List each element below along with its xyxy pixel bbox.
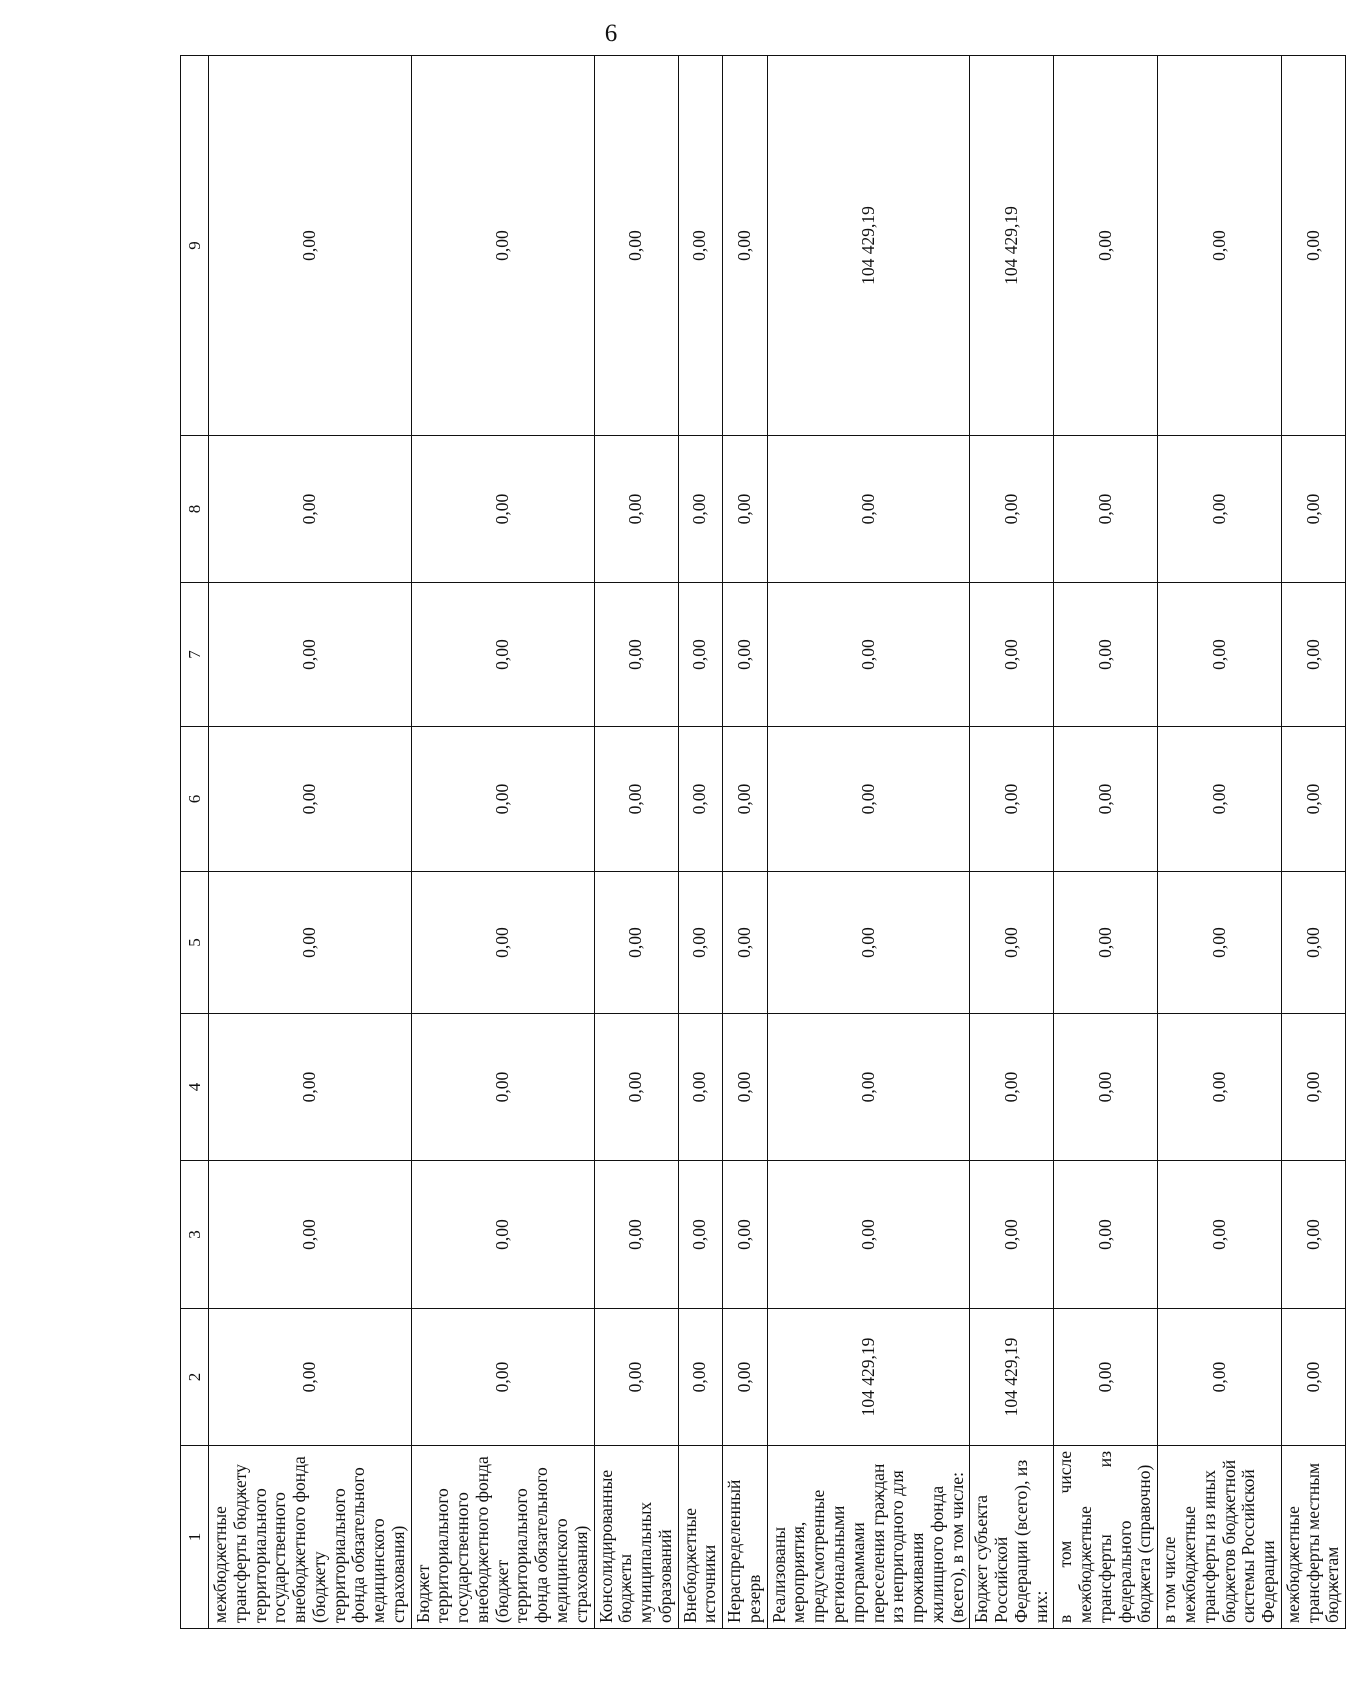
row-label: Консолидированные бюджеты муниципальных образований (594, 1446, 678, 1629)
cell-value: 0,00 (594, 1161, 678, 1309)
cell-value: 0,00 (1158, 1014, 1282, 1161)
cell-value: 0,00 (1054, 1309, 1158, 1446)
row-label: межбюджетные трансферты местным бюджетам (1281, 1446, 1345, 1629)
cell-value: 0,00 (411, 872, 594, 1014)
cell-value: 0,00 (970, 1161, 1054, 1309)
cell-value: 0,00 (594, 436, 678, 583)
table-row (1281, 56, 1345, 1629)
cell-value: 104 429,19 (970, 1309, 1054, 1446)
cell-value: 0,00 (594, 56, 678, 436)
cell-value: 0,00 (411, 727, 594, 872)
cell-value: 0,00 (1054, 436, 1158, 583)
cell-value: 0,00 (209, 1161, 412, 1309)
cell-value: 0,00 (1054, 872, 1158, 1014)
cell-value: 0,00 (411, 1161, 594, 1309)
column-header-4: 4 (181, 1014, 209, 1161)
cell-value: 0,00 (411, 583, 594, 727)
table-row (594, 56, 678, 1629)
cell-value: 0,00 (723, 56, 768, 436)
cell-value: 0,00 (970, 436, 1054, 583)
cell-value: 0,00 (1281, 583, 1345, 727)
column-header-1: 1 (181, 1446, 209, 1629)
cell-value: 0,00 (723, 1161, 768, 1309)
cell-value: 0,00 (970, 727, 1054, 872)
cell-value: 0,00 (594, 1309, 678, 1446)
cell-value: 0,00 (411, 56, 594, 436)
cell-value: 0,00 (678, 583, 723, 727)
row-label: Внебюджетные источники (678, 1446, 723, 1629)
table-row (1158, 56, 1282, 1629)
table-row (723, 56, 768, 1629)
cell-value: 0,00 (1281, 727, 1345, 872)
cell-value: 0,00 (767, 583, 970, 727)
row-label: в том числе межбюджетные трансферты из иных бюджетов бюджетной системы Российской Федерации (1158, 1446, 1282, 1629)
column-header-6: 6 (181, 727, 209, 872)
cell-value: 0,00 (209, 436, 412, 583)
cell-value: 0,00 (594, 1014, 678, 1161)
cell-value: 0,00 (970, 872, 1054, 1014)
cell-value: 0,00 (209, 727, 412, 872)
column-header-7: 7 (181, 583, 209, 727)
cell-value: 0,00 (209, 872, 412, 1014)
cell-value: 0,00 (970, 1014, 1054, 1161)
cell-value: 0,00 (1054, 1014, 1158, 1161)
column-header-2: 2 (181, 1309, 209, 1446)
header-row (181, 56, 209, 1629)
cell-value: 0,00 (411, 436, 594, 583)
cell-value: 104 429,19 (767, 1309, 970, 1446)
table-row (678, 56, 723, 1629)
table-row (209, 56, 412, 1629)
cell-value: 0,00 (1054, 727, 1158, 872)
cell-value: 0,00 (209, 583, 412, 727)
cell-value: 0,00 (209, 1014, 412, 1161)
cell-value: 0,00 (1281, 436, 1345, 583)
cell-value: 0,00 (594, 583, 678, 727)
cell-value: 0,00 (723, 436, 768, 583)
row-label: Бюджет территориального государственного внебюджетного фонда (бюджет территориального фонда обязательного медицинского страхования) (411, 1446, 594, 1629)
cell-value: 104 429,19 (970, 56, 1054, 436)
column-header-8: 8 (181, 436, 209, 583)
cell-value: 0,00 (678, 1161, 723, 1309)
cell-value: 0,00 (411, 1309, 594, 1446)
table-row (411, 56, 594, 1629)
cell-value: 0,00 (1281, 1014, 1345, 1161)
cell-value: 0,00 (1158, 436, 1282, 583)
cell-value: 0,00 (1158, 727, 1282, 872)
cell-value: 0,00 (594, 727, 678, 872)
column-header-3: 3 (181, 1161, 209, 1309)
column-header-9: 9 (181, 56, 209, 436)
row-label: Бюджет субъекта Российской Федерации (всего), из них: (970, 1446, 1054, 1629)
cell-value: 0,00 (767, 1014, 970, 1161)
cell-value: 0,00 (1281, 1309, 1345, 1446)
cell-value: 0,00 (1158, 872, 1282, 1014)
row-label: Реализованы мероприятия, предусмотренные региональными программами переселения граждан из непригодного для проживания жилищного фонда (всего), в том числе: (767, 1446, 970, 1629)
cell-value: 0,00 (1158, 56, 1282, 436)
budget-table-rotated (180, 56, 1343, 1629)
cell-value: 0,00 (767, 436, 970, 583)
table-row (970, 56, 1054, 1629)
cell-value: 0,00 (723, 1309, 768, 1446)
cell-value: 0,00 (723, 727, 768, 872)
cell-value: 0,00 (678, 56, 723, 436)
row-label: межбюджетные трансферты бюджету территориального государственного внебюджетного фонда (бюджету территориального фонда обязательного медицинского страхования) (209, 1446, 412, 1629)
cell-value: 0,00 (678, 1014, 723, 1161)
table-row (767, 56, 970, 1629)
cell-value: 0,00 (209, 56, 412, 436)
cell-value: 0,00 (209, 1309, 412, 1446)
cell-value: 0,00 (970, 583, 1054, 727)
row-label: в том числе межбюджетные трансферты из федерального бюджета (справочно) (1054, 1446, 1158, 1629)
cell-value: 0,00 (723, 872, 768, 1014)
cell-value: 0,00 (1054, 1161, 1158, 1309)
cell-value: 0,00 (1158, 1161, 1282, 1309)
cell-value: 0,00 (1281, 1161, 1345, 1309)
table-row (1054, 56, 1158, 1629)
cell-value: 0,00 (767, 727, 970, 872)
cell-value: 0,00 (723, 1014, 768, 1161)
page-number: 6 (604, 20, 618, 47)
cell-value: 0,00 (678, 727, 723, 872)
cell-value: 0,00 (1158, 583, 1282, 727)
cell-value: 0,00 (767, 872, 970, 1014)
cell-value: 0,00 (678, 436, 723, 583)
cell-value: 0,00 (594, 872, 678, 1014)
column-header-5: 5 (181, 872, 209, 1014)
cell-value: 0,00 (1158, 1309, 1282, 1446)
cell-value: 0,00 (1054, 583, 1158, 727)
cell-value: 0,00 (767, 1161, 970, 1309)
cell-value: 0,00 (723, 583, 768, 727)
cell-value: 104 429,19 (767, 56, 970, 436)
cell-value: 0,00 (1281, 56, 1345, 436)
cell-value: 0,00 (678, 872, 723, 1014)
budget-table (180, 55, 1346, 1629)
cell-value: 0,00 (1281, 872, 1345, 1014)
row-label: Нераспределенный резерв (723, 1446, 768, 1629)
cell-value: 0,00 (411, 1014, 594, 1161)
cell-value: 0,00 (678, 1309, 723, 1446)
cell-value: 0,00 (1054, 56, 1158, 436)
